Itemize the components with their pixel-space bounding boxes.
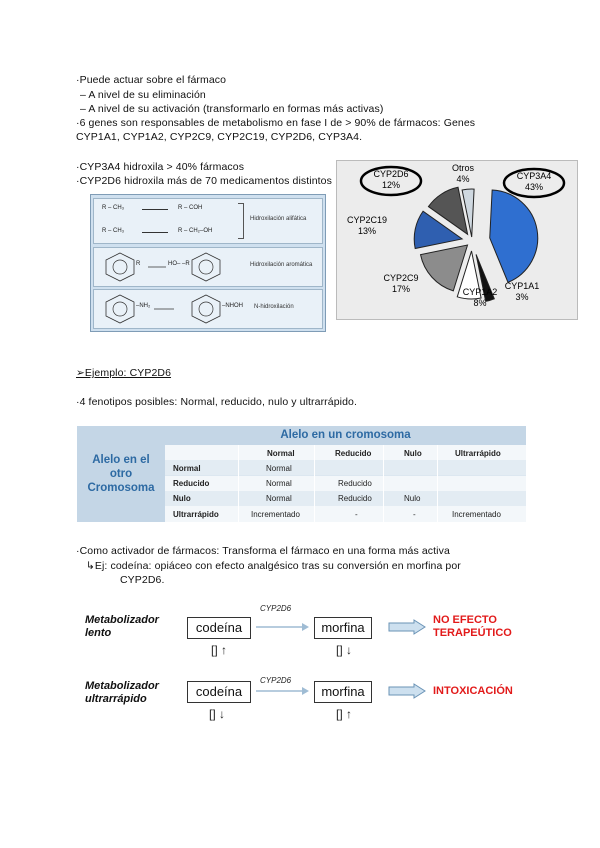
arrow-icon — [142, 209, 168, 210]
bracket-icon — [238, 203, 244, 239]
pie-chart-panel — [336, 160, 578, 320]
cell: Reducido — [338, 479, 372, 488]
pie-value-cyp3a4: 43% — [524, 182, 544, 192]
fast-metabolizer-label: Metabolizador ultrarrápido — [85, 680, 159, 705]
slow-metabolizer-label: Metabolizador lento — [85, 614, 159, 639]
row-label-reducido: Reducido — [173, 479, 210, 488]
cell: Normal — [266, 494, 292, 503]
intro-line-2: – A nivel de su eliminación — [80, 89, 206, 101]
reaction-1-left: R – CH₃ — [102, 205, 125, 211]
codeine-box-fast: codeína — [187, 681, 251, 703]
intro-line-4: ·6 genes son responsables de metabolismo en fase I de > 90% de fármacos: Genes — [76, 117, 476, 129]
pie-slice-cyp2c9 — [421, 245, 468, 291]
codeine-conc-fast: [] ↓ — [209, 707, 226, 721]
cell: Normal — [266, 464, 292, 473]
left-header-1: Alelo en el — [92, 454, 150, 466]
row-label-normal: Normal — [173, 464, 201, 473]
intro-line-1: ·Puede actuar sobre el fármaco — [76, 74, 227, 86]
enzyme-label-fast: CYP2D6 — [260, 676, 292, 685]
table-top-header: Alelo en un cromosoma — [165, 426, 526, 445]
pie-label-cyp2c9: CYP2C9 — [383, 273, 419, 283]
morphine-conc-slow: [] ↓ — [336, 643, 353, 657]
pie-label-cyp3a4: CYP3A4 — [516, 171, 552, 181]
pie-value-otros: 4% — [456, 174, 470, 184]
reaction-label-aromatic: Hidroxilación aromática — [250, 262, 313, 268]
left-header-2: otro — [109, 468, 133, 480]
reaction-label-aliphatic: Hidroxilación alifática — [250, 216, 307, 222]
reaction-2-right: R – CH₂–OH — [178, 228, 213, 234]
example-title: ➢Ejemplo: CYP2D6 — [76, 367, 172, 379]
pie-value-cyp2c9: 17% — [391, 284, 411, 294]
table-row — [165, 460, 526, 475]
intro-line-3: – A nivel de su activación (transformarlo en formas más activas) — [80, 103, 384, 115]
pie-label-cyp2d6: CYP2D6 — [373, 169, 409, 179]
pie-value-cyp2d6: 12% — [381, 180, 401, 190]
reaction-2-left: R – CH₃ — [102, 228, 125, 234]
morphine-box-slow: morfina — [314, 617, 372, 639]
phenotypes-line: ·4 fenotipos posibles: Normal, reducido, nulo y ultrarrápido. — [76, 396, 357, 408]
arrow-icon — [142, 232, 168, 233]
pie-label-otros: Otros — [451, 163, 475, 173]
arrow-icon — [254, 684, 310, 698]
reaction-4-left: –NH₂ — [136, 303, 151, 309]
col-header-normal: Normal — [267, 449, 295, 458]
morphine-conc-fast: [] ↑ — [336, 707, 353, 721]
cell: - — [413, 510, 416, 519]
left-header-3: Cromosoma — [87, 482, 155, 494]
allele-table — [77, 426, 526, 522]
reaction-3-left: R — [136, 261, 141, 267]
col-header-nulo: Nulo — [404, 449, 422, 458]
reaction-4-right: –NHOH — [222, 303, 244, 309]
cell: Normal — [266, 479, 292, 488]
pie-slice-cyp3a4 — [490, 190, 538, 282]
activator-line-3: CYP2D6. — [120, 574, 165, 586]
codeine-conc-slow: [] ↑ — [211, 643, 228, 657]
reaction-label-n-hydroxylation: N-hidroxilación — [254, 304, 294, 310]
pie-value-cyp1a1: 3% — [515, 292, 529, 302]
pie-value-cyp2c19: 13% — [357, 226, 377, 236]
cyp-line-1: ·CYP3A4 hidroxila > 40% fármacos — [76, 161, 245, 173]
reaction-row-n-hydroxylation — [93, 289, 323, 329]
block-arrow-icon — [388, 619, 426, 635]
cell: Incrementado — [452, 510, 501, 519]
cell: Incrementado — [251, 510, 300, 519]
pie-value-cyp1a2: 8% — [473, 298, 487, 308]
col-header-reducido: Reducido — [335, 449, 372, 458]
reaction-1-right: R – COH — [178, 205, 203, 211]
result-intoxication: INTOXICACIÓN — [433, 685, 513, 697]
pie-label-cyp1a1: CYP1A1 — [504, 281, 540, 291]
intro-line-5: CYP1A1, CYP1A2, CYP2C9, CYP2C19, CYP2D6, CYP3A4. — [76, 131, 363, 143]
block-arrow-icon — [388, 683, 426, 699]
enzyme-label-slow: CYP2D6 — [260, 604, 292, 613]
row-label-nulo: Nulo — [173, 494, 191, 503]
codeine-box-slow: codeína — [187, 617, 251, 639]
reaction-row-aliphatic — [93, 198, 323, 244]
pie-label-cyp2c19: CYP2C19 — [346, 215, 388, 225]
morphine-box-fast: morfina — [314, 681, 372, 703]
activator-line-1: ·Como activador de fármacos: Transforma el fármaco en una forma más activa — [76, 545, 450, 557]
col-header-ultrarapido: Ultrarrápido — [455, 449, 501, 458]
reaction-3-right: HO– –R — [168, 261, 190, 267]
activator-line-2: ↳Ej: codeína: opiáceo con efecto analgésico tras su conversión en morfina por — [86, 560, 461, 572]
pie-chart — [337, 161, 577, 319]
pie-label-cyp1a2: CYP1A2 — [462, 287, 498, 297]
cyp-line-2: ·CYP2D6 hidroxila más de 70 medicamentos distintos — [76, 175, 332, 187]
arrow-icon — [254, 620, 310, 634]
table-left-header — [77, 426, 165, 522]
cell: Nulo — [404, 494, 421, 503]
row-label-ultrarapido: Ultrarrápido — [173, 510, 219, 519]
cell: Reducido — [338, 494, 372, 503]
reaction-row-aromatic — [93, 247, 323, 287]
reaction-figure — [90, 194, 326, 332]
result-no-effect: NO EFECTO TERAPEÚTICO — [433, 614, 512, 639]
cell: - — [355, 510, 358, 519]
